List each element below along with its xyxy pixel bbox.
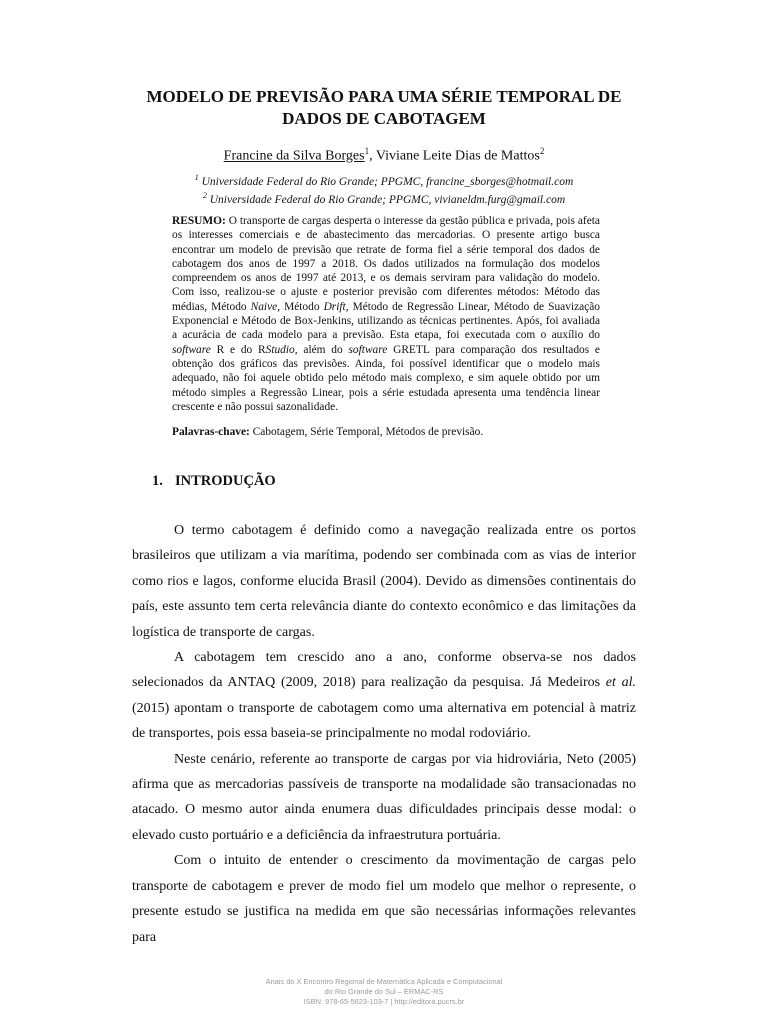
- affiliation-1-sup: 1: [194, 173, 199, 182]
- author-separator: ,: [369, 148, 376, 164]
- abstract: [172, 214, 600, 414]
- affiliation-1-text: Universidade Federal do Rio Grande; PPGMC, francine_sborges@hotmail.com: [201, 175, 574, 188]
- affiliation-2-text: Universidade Federal do Rio Grande; PPGMC, vivianeldm.furg@gmail.com: [209, 193, 566, 206]
- body-text: [132, 518, 636, 950]
- paragraph-1: O termo cabotagem é definido como a navegação realizada entre os portos brasileiros que utilizam a via marítima, podendo ser combinada com as vias de interior como rios e lagos, conforme elucida Brasil (2004). Devido as dimensões continentais do país, este assunto tem certa relevância diante do contexto econômico e das limitações da logística de transporte de cargas.: [132, 523, 636, 640]
- keywords-label: Palavras-chave:: [172, 426, 250, 438]
- section-number: 1.: [152, 473, 163, 489]
- footer-line-2: do Rio Grande do Sul – ERMAC-RS: [324, 987, 444, 996]
- author-second: Viviane Leite Dias de Mattos: [375, 148, 540, 164]
- abstract-studio: Studio: [265, 343, 295, 356]
- affiliation-2-sup: 2: [202, 190, 207, 200]
- footer-line-1: Anais do X Encontro Regional de Matemática Aplicada e Computacional: [265, 977, 503, 986]
- author-line: [120, 142, 648, 166]
- author-first-sup: 1: [364, 146, 370, 156]
- abstract-text-3: , Método de Regressão Linear, Método de Suavização Exponencial e Método de Box-Jenkins, utilizando as técnicas pertinentes. Após, foi avaliada a acurácia de cada modelo para a previsão. Esta etapa, foi executada com o auxílio do: [172, 300, 600, 342]
- abstract-text-5: , além do: [294, 343, 349, 356]
- abstract-software-1: software: [172, 343, 211, 356]
- footer-line-3[interactable]: ISBN: 978-65-5623-103-7 | http://editora.pucrs.br: [303, 997, 465, 1006]
- abstract-text-1: O transporte de cargas desperta o interesse da gestão pública e privada, pois afeta os interesses comerciais e de abastecimento das mercadorias. O presente artigo busca encontrar um modelo de previsão que retrate de forma fiel a série temporal dos dados de cabotagem dos anos de 1997 a 2018. Os dados utilizados na formulação dos modelos compreendem os anos de 1997 até 2013, e os demais serviram para validação do modelo. Com isso, realizou-se o ajuste e posterior previsão com diferentes métodos: Método das médias, Método: [172, 215, 600, 313]
- section-title: INTRODUÇÃO: [175, 473, 276, 489]
- paragraph-2-etal: et al.: [605, 675, 637, 691]
- author-second-sup: 2: [539, 146, 545, 156]
- keywords: [172, 425, 600, 439]
- page-footer: [184, 977, 584, 1007]
- keywords-text: Cabotagem, Série Temporal, Métodos de previsão.: [249, 426, 484, 438]
- abstract-drift: Drift: [323, 300, 346, 313]
- paragraph-2-text-a: A cabotagem tem crescido ano a ano, conforme observa-se nos dados selecionados da ANTAQ (2009, 2018) para realização da pesquisa. Já Medeiros: [132, 650, 636, 691]
- affiliation-2: [120, 189, 648, 207]
- paragraph-2: [132, 645, 636, 747]
- abstract-label: RESUMO:: [172, 215, 226, 227]
- abstract-text-2: , Método: [277, 300, 324, 313]
- abstract-text-4: R e do R: [210, 343, 266, 356]
- abstract-text-6: GRETL para comparação dos resultados e obtenção dos gráficos das previsões. Ainda, foi possível identificar que o modelo mais adequado, não foi aquele obtido pelo método mais complexo, e sim aquele obtido por um método simples a Regressão Linear, pois a série estudada apresenta uma tendência linear crescente e não possui sazonalidade.: [172, 343, 600, 413]
- paragraph-3: Neste cenário, referente ao transporte de cargas por via hidroviária, Neto (2005) afirma que as mercadorias passíveis de transporte na modalidade são transacionadas no atacado. O mesmo autor ainda enumera duas dificuldades principais desse modal: o elevado custo portuário e a deficiência da infraestrutura portuária.: [132, 751, 636, 843]
- paragraph-2-text-b: (2015) apontam o transporte de cabotagem como uma alternativa em potencial à matriz de transportes, pois essa baseia-se principalmente no modal rodoviário.: [132, 700, 636, 742]
- affiliations: [120, 171, 648, 207]
- abstract-software-2: software: [348, 343, 388, 356]
- author-first[interactable]: Francine da Silva Borges: [223, 148, 365, 164]
- paragraph-4: Com o intuito de entender o crescimento da movimentação de cargas pelo transporte de cabotagem e prever de modo fiel um modelo que melhor o represente, o presente estudo se justifica na medida em que são necessárias informações relevantes para: [132, 853, 636, 945]
- section-heading: [152, 472, 276, 490]
- paper-title: MODELO DE PREVISÃO PARA UMA SÉRIE TEMPORAL DE DADOS DE CABOTAGEM: [146, 87, 622, 128]
- affiliation-1: [120, 171, 648, 189]
- abstract-naive: Naive: [250, 300, 278, 313]
